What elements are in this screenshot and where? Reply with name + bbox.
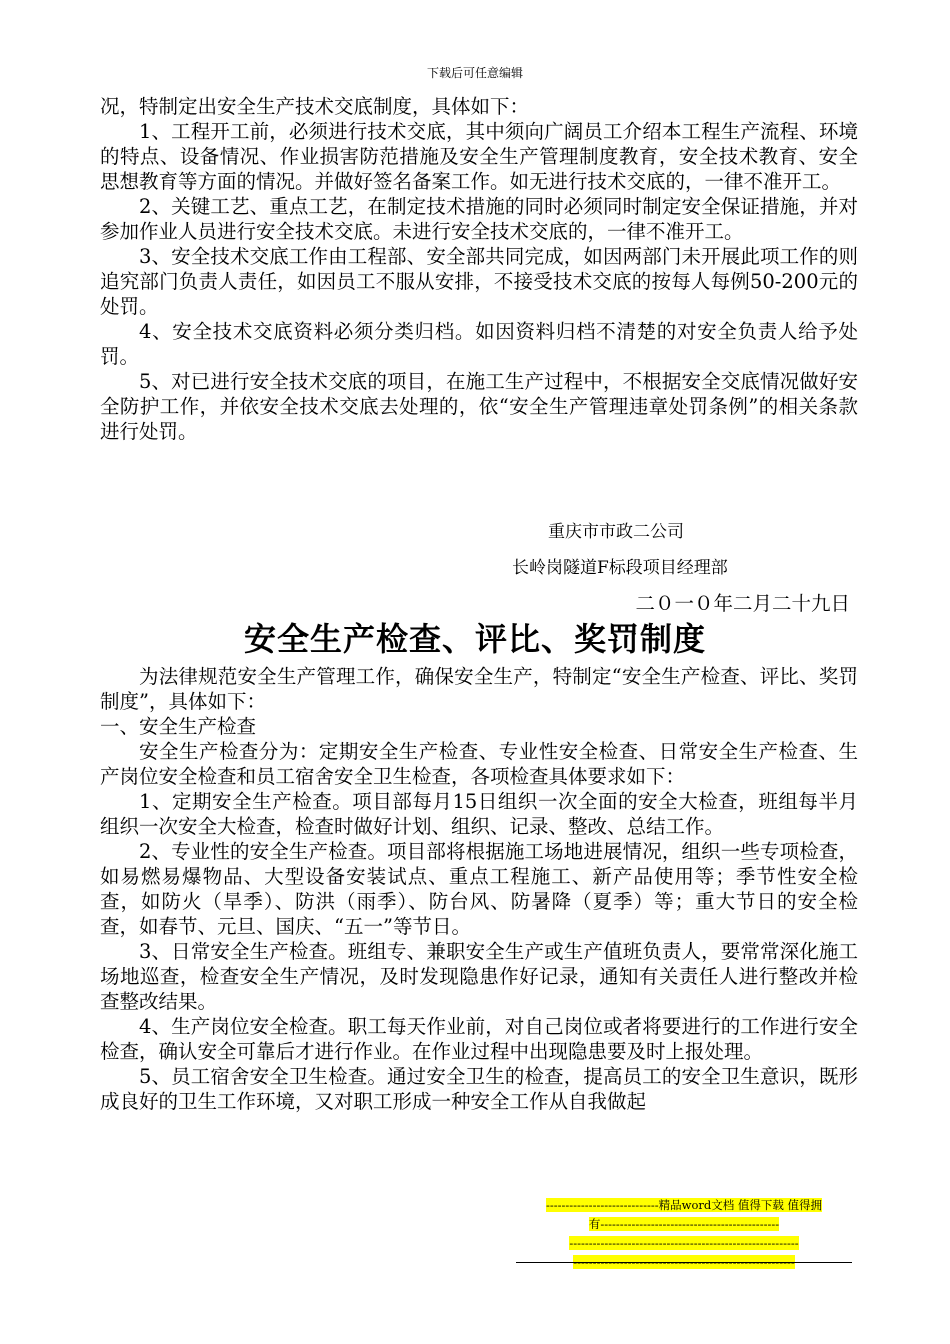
footer-line: -----------------------------------------------------------: [569, 1236, 799, 1250]
footer-line: -----------------------------精品word文档 值得下载 值得拥: [545, 1198, 823, 1212]
section-heading: 一、安全生产检查: [100, 715, 257, 738]
intro-paragraph: 5、对已进行安全技术交底的项目，在施工生产过程中，不根据安全交底情况做好安全防护工作，并依安全技术交底去处理的，依“安全生产管理违章处罚条例”的相关条款进行处罚。: [100, 370, 858, 443]
header-note: 下载后可任意编辑: [426, 66, 523, 80]
footer-watermark: [516, 1196, 852, 1272]
section-paragraph: 1、定期安全生产检查。项目部每月15日组织一次全面的安全大检查，班组每半月组织一次安全大检查，检查时做好计划、组织、记录、整改、总结工作。: [100, 790, 858, 838]
signature-date: 二０一０年二月二十九日: [635, 592, 850, 615]
section-paragraph: 为法律规范安全生产管理工作，确保安全生产，特制定“安全生产检查、评比、奖罚制度”，具体如下：: [100, 665, 858, 713]
section-title: 安全生产检查、评比、奖罚制度: [243, 620, 706, 658]
intro-paragraph: 1、工程开工前，必须进行技术交底，其中须向广阔员工介绍本工程生产流程、环境的特点、设备情况、作业损害防范措施及安全生产管理制度教育，安全技术教育、安全思想教育等方面的情况。并做好签名备案工作。如无进行技术交底的，一律不准开工。: [100, 120, 858, 193]
section-text: [100, 664, 858, 1114]
section-paragraph: 2、专业性的安全生产检查。项目部将根据施工场地进展情况，组织一些专项检查，如易燃易爆物品、大型设备安装试点、重点工程施工、新产品使用等；季节性安全检查，如防火（旱季）、防洪（雨季）、防台风、防暑降（夏季）等；重大节日的安全检查，如春节、元旦、国庆、“五一”等节日。: [100, 840, 858, 938]
section-paragraph: 5、员工宿舍安全卫生检查。通过安全卫生的检查，提高员工的安全卫生意识，既形成良好的卫生工作环境，又对职工形成一种安全工作从自我做起: [100, 1065, 858, 1113]
signature-department: 长岭岗隧道F标段项目经理部: [512, 558, 728, 578]
intro-paragraph: 3、安全技术交底工作由工程部、安全部共同完成，如因两部门未开展此项工作的则追究部门负责人责任，如因员工不服从安排，不接受技术交底的按每人每例50-200元的处罚。: [100, 245, 858, 318]
footer-divider: [516, 1262, 852, 1263]
intro-paragraph: 况，特制定出安全生产技术交底制度，具体如下：: [100, 95, 530, 118]
intro-paragraph: 4、安全技术交底资料必须分类归档。如因资料归档不清楚的对安全负责人给予处罚。: [100, 320, 858, 368]
section-paragraph: 4、生产岗位安全检查。职工每天作业前，对自己岗位或者将要进行的工作进行安全检查，确认安全可靠后才进行作业。在作业过程中出现隐患要及时上报处理。: [100, 1015, 858, 1063]
section-paragraph: 3、日常安全生产检查。班组专、兼职安全生产或生产值班负责人，要常常深化施工场地巡查，检查安全生产情况，及时发现隐患作好记录，通知有关责任人进行整改并检查整改结果。: [100, 940, 858, 1013]
signature-company: 重庆市市政二公司: [548, 522, 684, 542]
section-paragraph: 安全生产检查分为：定期安全生产检查、专业性安全检查、日常安全生产检查、生产岗位安全检查和员工宿舍安全卫生检查，各项检查具体要求如下：: [100, 740, 858, 788]
footer-line: 有----------------------------------------------: [588, 1217, 780, 1231]
intro-paragraph: 2、关键工艺、重点工艺，在制定技术措施的同时必须同时制定安全保证措施，并对参加作业人员进行安全技术交底。未进行安全技术交底的，一律不准开工。: [100, 195, 858, 243]
intro-text: [100, 94, 858, 444]
footer-line: ---------------------------------------------------------: [573, 1255, 795, 1269]
